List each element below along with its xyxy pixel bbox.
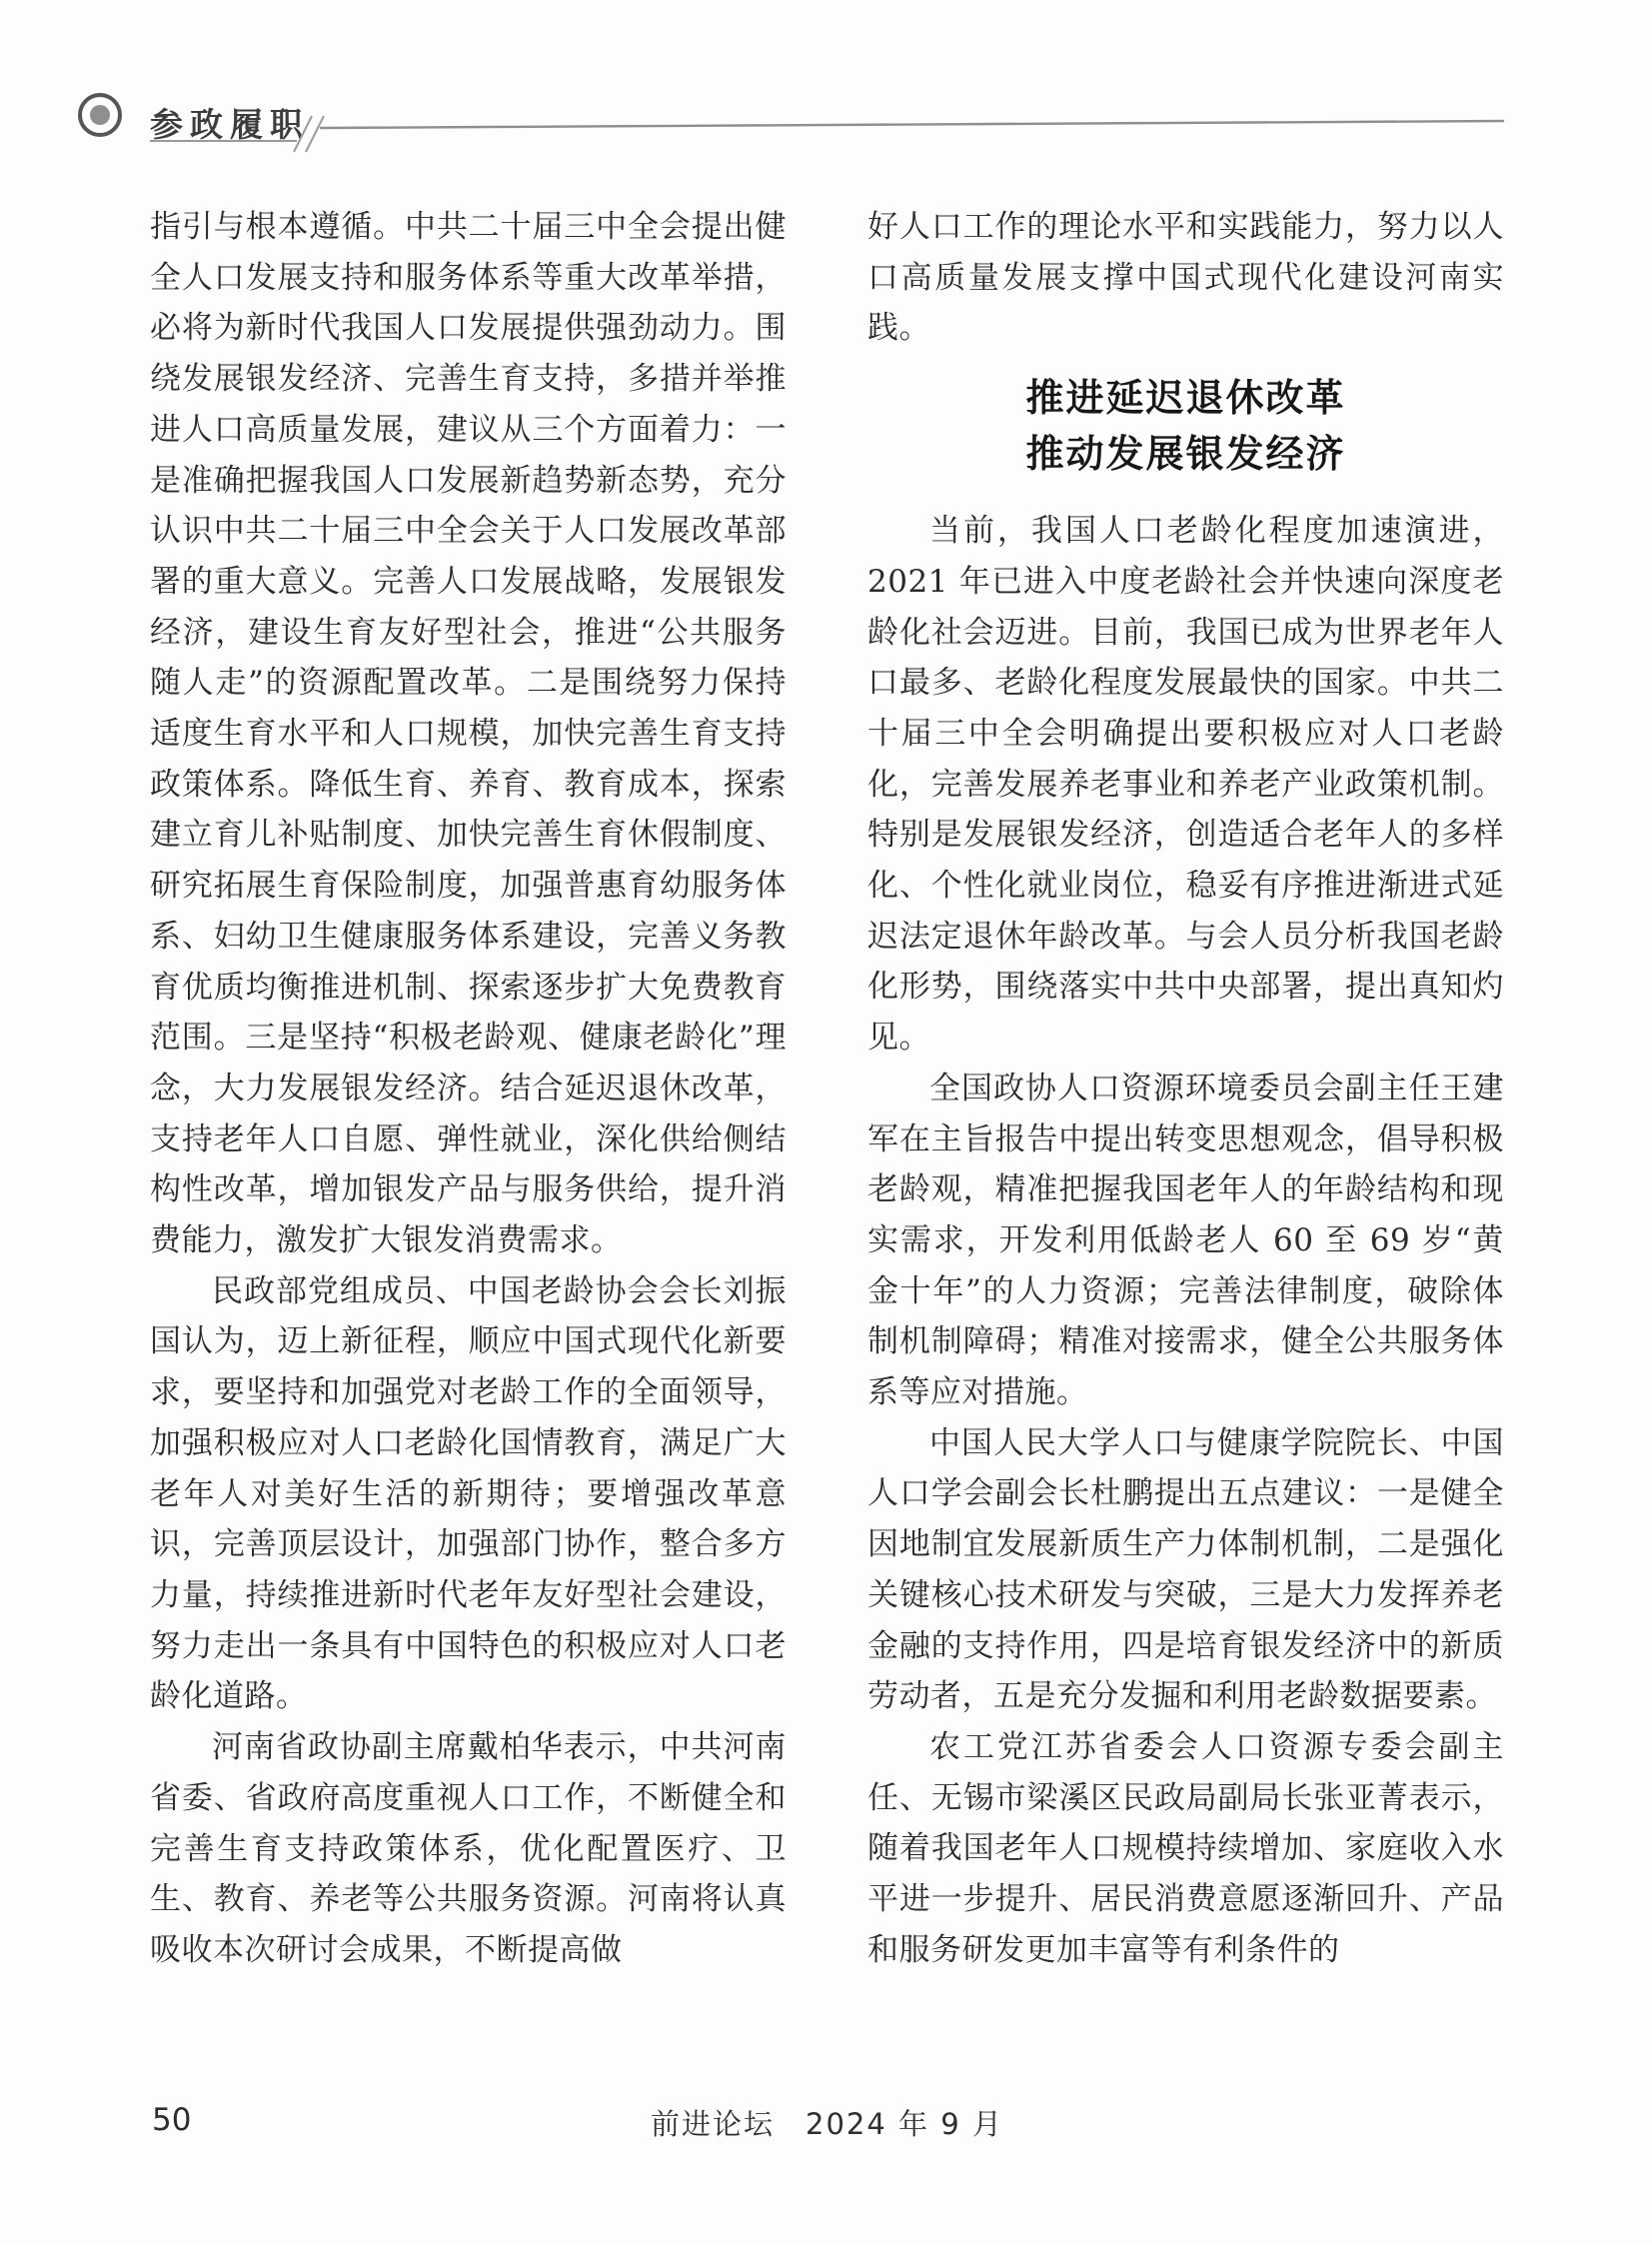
article-body xyxy=(150,202,1504,1976)
footer-journal-line: 前进论坛 2024 年 9 月 xyxy=(651,2107,1003,2141)
page-footer xyxy=(150,2102,1504,2146)
sub-headline-line-2: 推动发展银发经济 xyxy=(1025,432,1346,477)
right-lead-paragraph: 好人口工作的理论水平和实践能力，努力以人口高质量发展支撑中国式现代化建设河南实践。 xyxy=(867,209,1504,347)
right-paragraph-3: 中国人民大学人口与健康学院院长、中国人口学会副会长杜鹏提出五点建议：一是健全因地制宜发展新质生产力体制机制，二是强化关键核心技术研发与突破，三是大力发挥养老金融的支持作用，四是培育银发经济中的新质劳动者，五是充分发掘和利用老龄数据要素。 xyxy=(867,1424,1504,1715)
page-number: 50 xyxy=(152,2102,192,2138)
left-paragraph-2: 民政部党组成员、中国老龄协会会长刘振国认为，迈上新征程，顺应中国式现代化新要求，要坚持和加强党对老龄工作的全面领导，加强积极应对人口老龄化国情教育，满足广大老年人对美好生活的新期待；要增强改革意识，完善顶层设计，加强部门协作，整合多方力量，持续推进新时代老年友好型社会建设，努力走出一条具有中国特色的积极应对人口老龄化道路。 xyxy=(150,1272,787,1715)
right-paragraph-2: 全国政协人口资源环境委员会副主任王建军在主旨报告中提出转变思想观念，倡导积极老龄观，精准把握我国老年人的年龄结构和现实需求，开发利用低龄老人 60 至 69 岁“黄金十年”的人力资源；完善法律制度，破除体制机制障碍；精准对接需求，健全公共服务体系等应对措施。 xyxy=(867,1070,1504,1411)
right-paragraph-4: 农工党江苏省委会人口资源专委会副主任、无锡市梁溪区民政局副局长张亚菁表示，随着我国老年人口规模持续增加、家庭收入水平进一步提升、居民消费意愿逐渐回升、产品和服务研发更加丰富等有利条件的 xyxy=(867,1728,1504,1968)
right-column xyxy=(867,202,1504,1976)
left-column xyxy=(150,202,787,1976)
section-title: 参政履职 xyxy=(150,105,310,144)
left-paragraph-1: 指引与根本遵循。中共二十届三中全会提出健全人口发展支持和服务体系等重大改革举措，必将为新时代我国人口发展提供强劲动力。围绕发展银发经济、完善生育支持，多措并举推进人口高质量发展，建议从三个方面着力：一是准确把握我国人口发展新趋势新态势，充分认识中共二十届三中全会关于人口发展改革部署的重大意义。完善人口发展战略，发展银发经济，建设生育友好型社会，推进“公共服务随人走”的资源配置改革。二是围绕努力保持适度生育水平和人口规模，加快完善生育支持政策体系。降低生育、养育、教育成本，探索建立育儿补贴制度、加快完善生育休假制度、研究拓展生育保险制度，加强普惠育幼服务体系、妇幼卫生健康服务体系建设，完善义务教育优质均衡推进机制、探索逐步扩大免费教育范围。三是坚持“积极老龄观、健康老龄化”理念，大力发展银发经济。结合延迟退休改革，支持老年人口自愿、弹性就业，深化供给侧结构性改革，增加银发产品与服务供给，提升消费能力，激发扩大银发消费需求。 xyxy=(150,209,787,1259)
header-rule xyxy=(0,0,1652,175)
sub-headline-line-1: 推进延迟退休改革 xyxy=(1025,376,1346,421)
left-paragraph-3: 河南省政协副主席戴柏华表示，中共河南省委、省政府高度重视人口工作，不断健全和完善生育支持政策体系，优化配置医疗、卫生、教育、养老等公共服务资源。河南将认真吸收本次研讨会成果，不断提高做 xyxy=(150,1729,787,1968)
right-paragraph-1: 当前，我国人口老龄化程度加速演进，2021 年已进入中度老龄社会并快速向深度老龄化社会迈进。目前，我国已成为世界老年人口最多、老龄化程度发展最快的国家。中共二十届三中全会明确提出要积极应对人口老龄化，完善发展养老事业和养老产业政策机制。特别是发展银发经济，创造适合老年人的多样化、个性化就业岗位，稳妥有序推进渐进式延迟法定退休年龄改革。与会人员分析我国老龄化形势，围绕落实中共中央部署，提出真知灼见。 xyxy=(867,513,1504,1057)
section-header xyxy=(0,0,1652,170)
sub-headline xyxy=(867,370,1504,482)
